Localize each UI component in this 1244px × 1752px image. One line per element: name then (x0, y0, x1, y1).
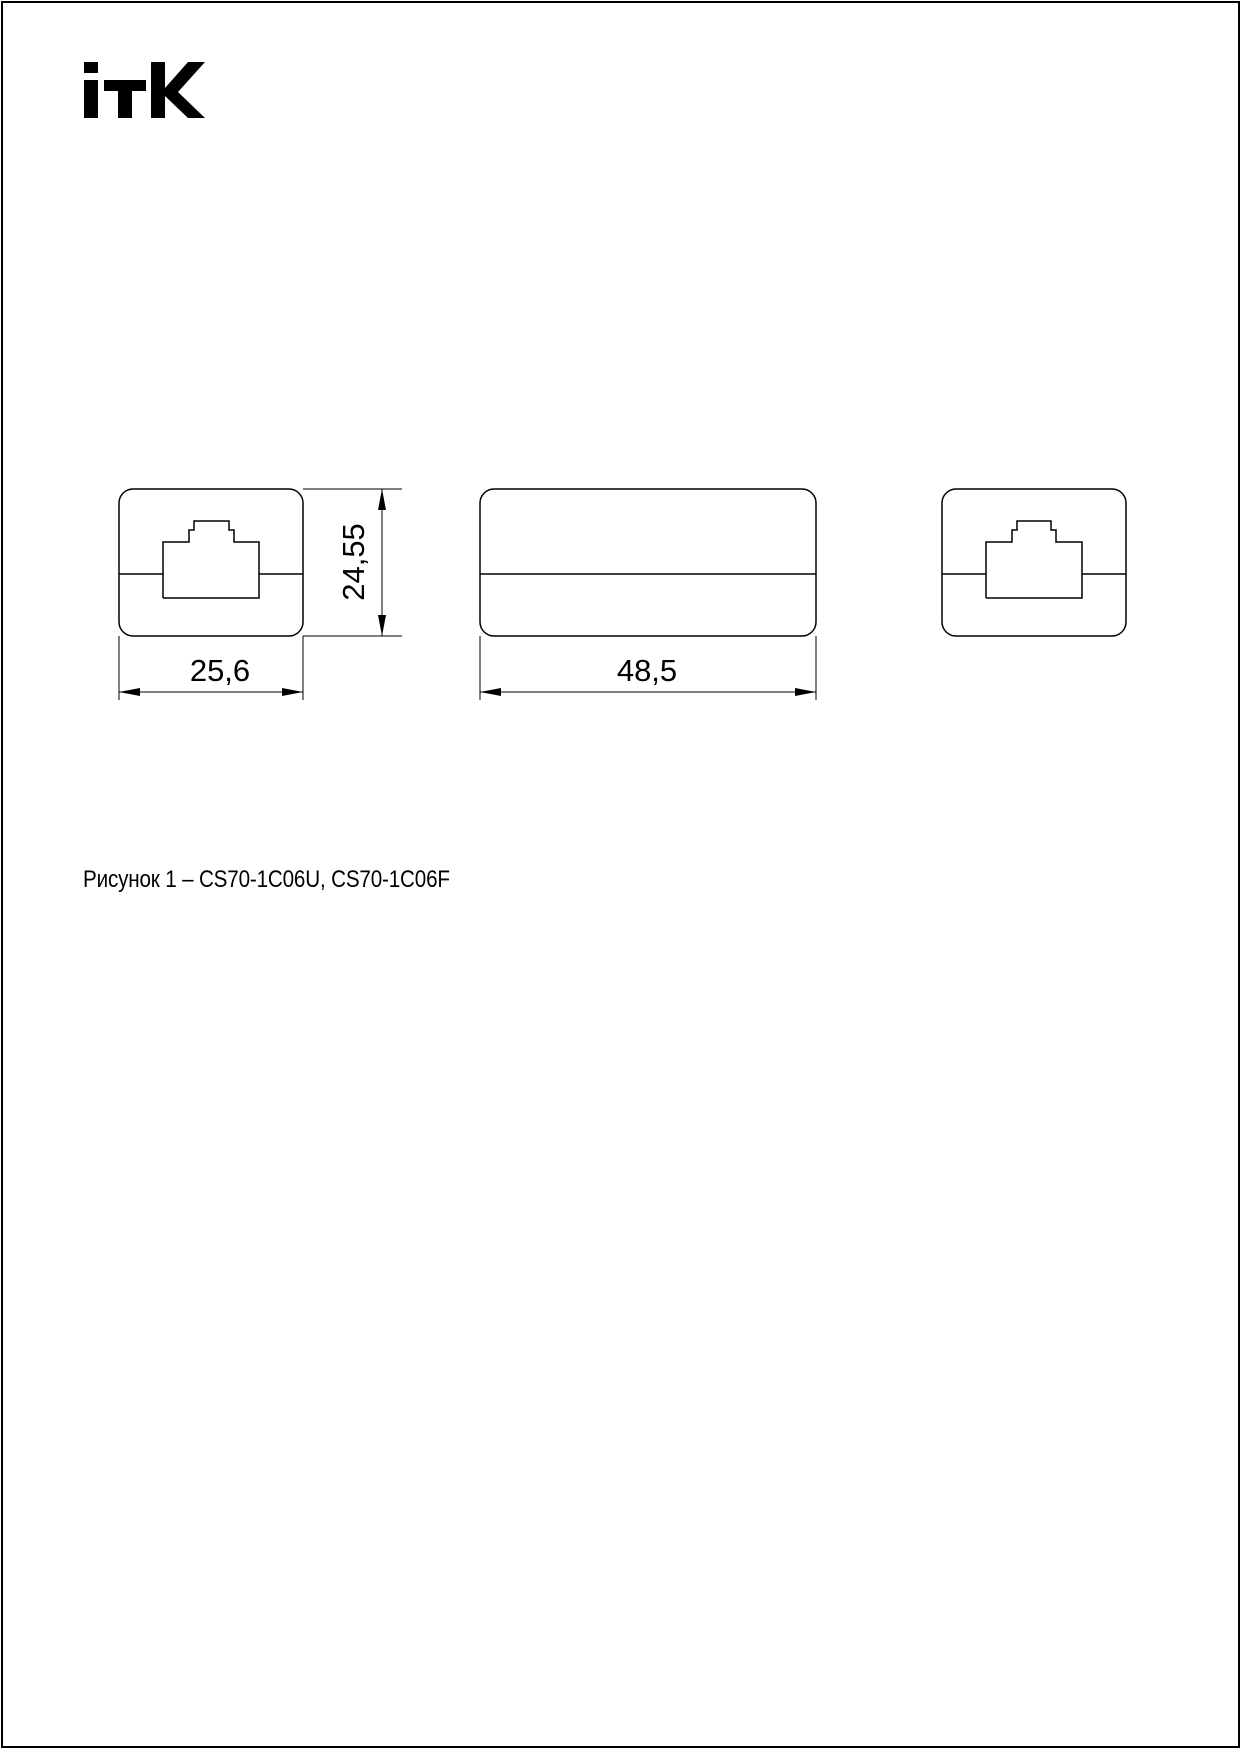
rj45-port-back (986, 521, 1082, 598)
arrow-up-icon (378, 489, 386, 510)
arrow-left-icon (480, 688, 501, 696)
arrow-left-icon (119, 688, 140, 696)
figure-caption: Рисунок 1 – CS70-1C06U, CS70-1C06F (83, 866, 450, 893)
arrow-right-icon (795, 688, 816, 696)
arrow-right-icon (282, 688, 303, 696)
rj45-port-front (163, 521, 259, 598)
dim-length-side: 48,5 (616, 653, 678, 688)
side-view-body (480, 489, 816, 636)
back-view-body (942, 489, 1126, 636)
dim-height-front: 24,55 (336, 523, 371, 601)
front-view-body (119, 489, 303, 636)
arrow-down-icon (378, 615, 386, 636)
dim-width-front: 25,6 (189, 653, 251, 688)
